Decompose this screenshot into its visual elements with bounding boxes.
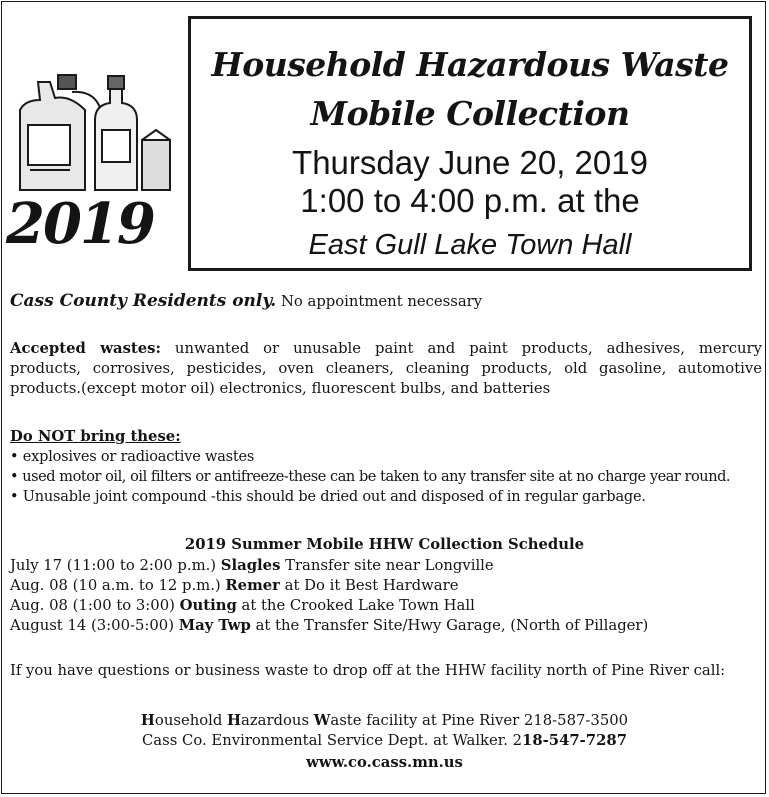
do-not-item: • explosives or radioactive wastes xyxy=(10,449,255,465)
accepted-line-3: products.(except motor oil) electronics, fluorescent bulbs, and batteries xyxy=(10,380,551,397)
do-not-heading: Do NOT bring these: xyxy=(10,428,181,445)
schedule-where: at the Crooked Lake Town Hall xyxy=(236,597,475,614)
schedule-row xyxy=(10,556,762,576)
schedule-site: Outing xyxy=(179,597,237,614)
event-location: East Gull Lake Town Hall xyxy=(308,229,632,261)
schedule-where: at Do it Best Hardware xyxy=(279,577,459,594)
schedule-heading: 2019 Summer Mobile HHW Collection Schedule xyxy=(184,536,585,553)
walker-text: Cass Co. Environmental Service Dept. at Walker. 2 xyxy=(141,732,523,749)
accepted-line-1: unwanted or unusable paint and paint products, adhesives, mercury xyxy=(160,340,762,357)
title-line-2: Mobile Collection xyxy=(310,94,630,133)
event-date: Thursday June 20, 2019 xyxy=(292,144,648,181)
contact-hhw-facility xyxy=(0,711,769,731)
questions-line: If you have questions or business waste to drop off at the HHW facility north of Pine River call: xyxy=(10,662,726,679)
schedule-where: at the Transfer Site/Hwy Garage, (North of Pillager) xyxy=(250,617,649,634)
schedule-when: Aug. 08 (1:00 to 3:00) xyxy=(10,597,180,614)
facility-phone: aste facility at Pine River 218-587-3500 xyxy=(330,712,629,729)
hazardous-containers-illustration xyxy=(10,70,180,200)
residents-bold: Cass County Residents only. xyxy=(10,291,277,311)
schedule-site: Slagles xyxy=(220,557,281,574)
schedule-when: Aug. 08 (10 a.m. to 12 p.m.) xyxy=(10,577,226,594)
word-part: ousehold xyxy=(154,712,228,729)
website[interactable]: www.co.cass.mn.us xyxy=(306,754,463,771)
schedule-site: Remer xyxy=(225,577,280,594)
accepted-line-2: products, corrosives, pesticides, oven cleaners, cleaning products, old gasoline, automotive xyxy=(10,360,762,377)
schedule-row xyxy=(10,596,762,616)
schedule-when: August 14 (3:00-5:00) xyxy=(10,617,179,634)
do-not-bring xyxy=(10,427,768,507)
accepted-wastes xyxy=(10,339,762,399)
residents-line xyxy=(10,291,762,312)
schedule-row xyxy=(10,616,762,636)
year-label: 2019 xyxy=(6,191,154,257)
schedule-list xyxy=(10,556,762,636)
schedule-where: Transfer site near Longville xyxy=(280,557,494,574)
do-not-item: • used motor oil, oil filters or antifreeze-these can be taken to any transfer site at no charge year round. xyxy=(10,469,731,485)
do-not-item: • Unusable joint compound -this should be dried out and disposed of in regular garbage. xyxy=(10,489,646,505)
schedule-when: July 17 (11:00 to 2:00 p.m.) xyxy=(10,557,221,574)
contact-walker xyxy=(0,731,769,751)
initial-w: W xyxy=(313,712,331,729)
schedule-site: May Twp xyxy=(178,617,251,634)
initial-h2: H xyxy=(227,712,242,729)
residents-rest: No appointment necessary xyxy=(276,293,483,310)
initial-h: H xyxy=(140,712,155,729)
title-line-1: Household Hazardous Waste xyxy=(211,45,729,84)
event-time: 1:00 to 4:00 p.m. at the xyxy=(300,182,640,219)
schedule-row xyxy=(10,576,762,596)
word-part: azardous xyxy=(241,712,314,729)
accepted-label: Accepted wastes: xyxy=(10,340,161,357)
walker-phone: 18-547-7287 xyxy=(522,732,627,749)
title-box xyxy=(188,16,752,271)
